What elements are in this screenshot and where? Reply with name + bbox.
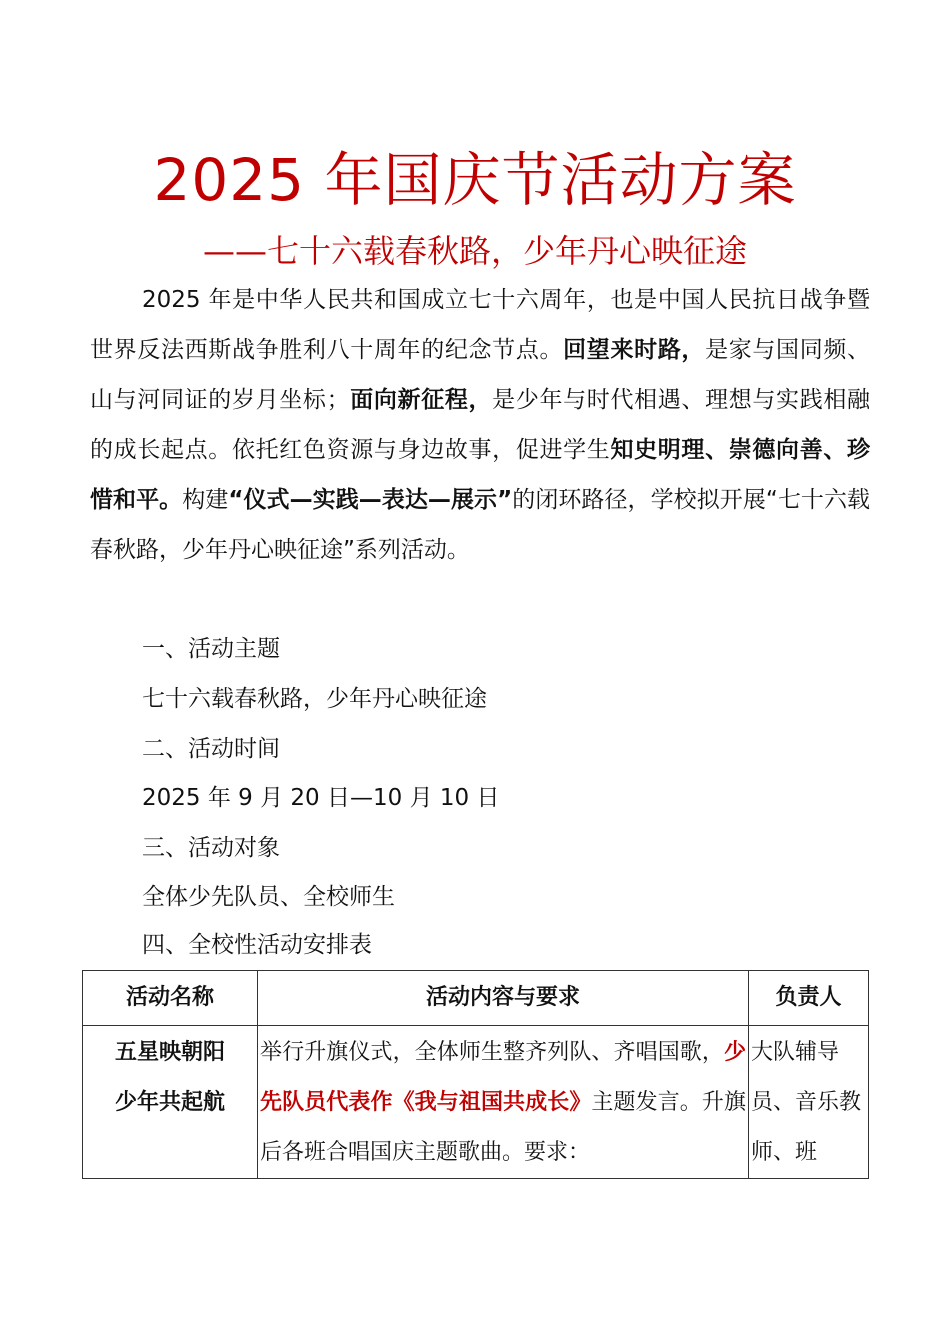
table-row — [83, 1026, 869, 1179]
intro-bold-1: 回望来时路， — [563, 337, 706, 363]
document-subtitle: ——七十六载春秋路，少年丹心映征途 — [202, 232, 747, 270]
intro-text-2: 是家与国同频、山与河同证的岁月坐标； — [90, 337, 870, 413]
table-header-row — [83, 971, 869, 1026]
activity-name-cell — [83, 1026, 258, 1179]
schedule-table — [82, 970, 869, 1179]
intro-text-3: 是少年与时代相遇、理想与实践相融的成长起点。依托红色资源与身边故事，促进学生 — [90, 387, 870, 463]
activity-content-cell — [258, 1026, 749, 1179]
header-activity-content: 活动内容与要求 — [258, 971, 749, 1026]
target-heading: 三、活动对象 — [142, 835, 280, 861]
intro-text-1: 2025 年是中华人民共和国成立七十六周年，也是中国人民抗日战争暨世界反法西斯战争胜利八十周年的纪念节点。 — [90, 287, 870, 363]
time-heading: 二、活动时间 — [142, 736, 280, 762]
content-highlight: 少先队员代表作《我与祖国共成长》 — [260, 1040, 746, 1115]
content-text-a: 举行升旗仪式，全体师生整齐列队、齐唱国歌， — [260, 1040, 724, 1065]
time-text: 2025 年 9 月 20 日—10 月 10 日 — [142, 785, 500, 811]
header-owner: 负责人 — [749, 971, 869, 1026]
activity-name-line-1: 五星映朝阳 — [114, 1040, 225, 1065]
header-activity-name: 活动名称 — [83, 971, 258, 1026]
intro-paragraph — [90, 275, 870, 575]
theme-text: 七十六载春秋路，少年丹心映征途 — [142, 686, 487, 712]
intro-bold-4: “仪式—实践—表达—展示” — [228, 487, 513, 513]
document-title: 2025 年国庆节活动方案 — [153, 146, 797, 214]
intro-text-5: 的闭环路径，学校拟开展“七十六载春秋路，少年丹心映征途”系列活动。 — [90, 487, 871, 563]
theme-heading: 一、活动主题 — [142, 636, 280, 662]
intro-bold-2: 面向新征程， — [349, 387, 493, 413]
owner-cell: 大队辅导员、音乐教师、班 — [749, 1026, 869, 1179]
schedule-heading: 四、全校性活动安排表 — [142, 932, 372, 958]
activity-name-line-2: 少年共起航 — [114, 1090, 225, 1115]
intro-text-4: 构建 — [182, 487, 229, 513]
content-text-c: 主题发言。升旗后各班合唱国庆主题歌曲。要求： — [260, 1090, 746, 1165]
intro-bold-3: 知史明理、崇德向善、珍惜和平。 — [90, 437, 870, 513]
target-text: 全体少先队员、全校师生 — [142, 884, 395, 910]
